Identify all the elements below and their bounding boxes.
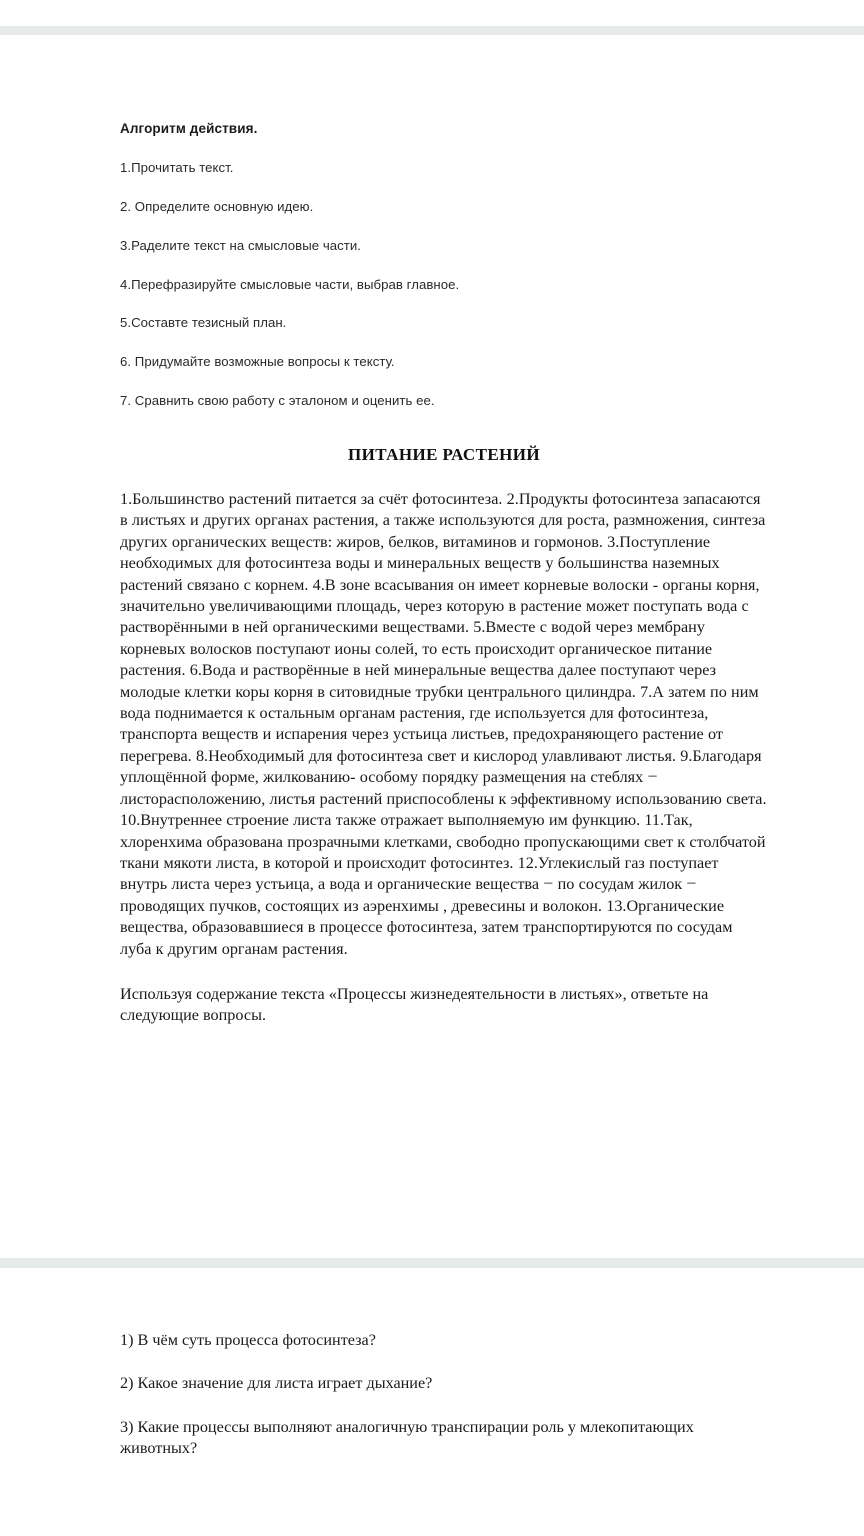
article-closing-instruction: Используя содержание текста «Процессы жизнедеятельности в листьях», ответьте на следующие вопросы. xyxy=(120,984,709,1025)
article-section xyxy=(120,445,768,1027)
article-body-part-4: проводящих пучков, состоящих из аэренхимы , древесины и волокон. 13.Органические вещества, образовавшиеся в процессе фотосинтеза, затем транспортируются по сосудам луба к другим органам растения. xyxy=(120,896,733,958)
article-body-part-1: 1.Большинство растений питается за счёт фотосинтеза. 2.Продукты фотосинтеза запасаются в листьях и других органах растения, а также используются для роста, размножения, синтеза других органических веществ: жиров, белков, витаминов и гормонов. 3.Поступление необходимых для фотосинтеза воды и минеральных веществ у большинства наземных растений связано с корнем. 4.В зоне всасывания он имеет корневые волоски - органы корня, значительно увеличивающими площадь, через которую в растение может поступать вода с растворёнными в ней органическими веществами. 5.Вместе с водой через мембрану корневых волосков поступают ионы солей, то есть происходит органическое питание растения. 6.Вода и растворённые в ней минеральные вещества далее поступают через молодые клетки коры корня в ситовидные трубки центрального цилиндра. 7.А затем по ним вода поднимается к остальным органам растения, где используется для фотосинтеза, транспорта веществ и испарения через устьица листьев, предохраняющего растение от перегрева. 8.Необходимый для фотосинтеза свет и кислород улавливают листья. 9.Благодаря уплощённой форме, жилкованию- особому порядку размещения на стеблях xyxy=(120,490,766,787)
dash-glyph-3: ‒ xyxy=(687,873,696,892)
document-page-1 xyxy=(0,35,864,1258)
algorithm-step-4: 4.Перефразируйте смысловые части, выбрав главное. xyxy=(120,276,460,292)
algorithm-step-6: 6. Придумайте возможные вопросы к тексту. xyxy=(120,354,395,370)
algorithm-step-3: 3.Раделите текст на смысловые части. xyxy=(120,237,362,253)
article-body-part-3: по сосудам жилок xyxy=(553,875,687,894)
page-gap-middle xyxy=(0,1258,864,1268)
algorithm-title: Алгоритм действия. xyxy=(120,121,258,136)
questions-section xyxy=(120,1330,768,1460)
question-2: 2) Какое значение для листа играет дыхание? xyxy=(120,1374,433,1393)
algorithm-step-5: 5.Составте тезисный план. xyxy=(120,315,287,331)
article-body-part-2: листорасположению, листья растений приспособлены к эффективному использованию света. 10.Внутреннее строение листа также отражает выполняемую им функцию. 11.Так, хлоренхима образована прозрачными клетками, свободно пропускающими свет к столбчатой ткани мякоти листа, в которой и происходит фотосинтез. 12.Углекислый газ поступает внутрь листа через устьица, а вода и органические вещества xyxy=(120,789,767,894)
article-heading: ПИТАНИЕ РАСТЕНИЙ xyxy=(348,445,540,464)
question-1: 1) В чём суть процесса фотосинтеза? xyxy=(120,1331,376,1349)
page-gap-top xyxy=(0,26,864,35)
algorithm-step-7: 7. Сравнить свою работу с эталоном и оценить ее. xyxy=(120,393,435,409)
document-page-2 xyxy=(0,1268,864,1536)
article-body xyxy=(120,489,768,960)
algorithm-step-2: 2. Определите основную идею. xyxy=(120,199,314,215)
dash-glyph-1: ‒ xyxy=(648,766,657,785)
dash-glyph-2: ‒ xyxy=(544,873,553,892)
algorithm-section xyxy=(120,120,768,410)
question-3: 3) Какие процессы выполняют аналогичную транспирации роль у млекопитающих животных? xyxy=(120,1417,694,1458)
algorithm-step-1: 1.Прочитать текст. xyxy=(120,160,234,176)
